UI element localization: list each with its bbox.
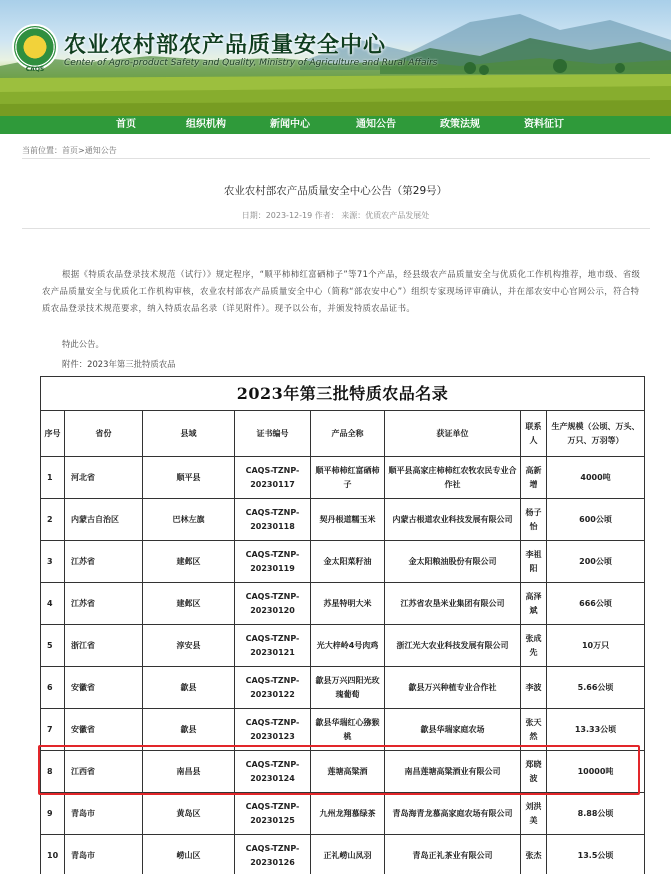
cell-province: 内蒙古自治区 bbox=[65, 499, 143, 541]
header-province: 省份 bbox=[65, 411, 143, 457]
cell-contact: 李祖阳 bbox=[521, 541, 547, 583]
cell-scale: 13.33公顷 bbox=[547, 709, 645, 751]
cell-county: 崂山区 bbox=[143, 835, 235, 874]
cert-prefix: CAQS-TZNP- bbox=[245, 675, 300, 685]
cell-unit: 青岛海青龙慕高家庭农场有限公司 bbox=[385, 793, 521, 835]
header-seq: 序号 bbox=[41, 411, 65, 457]
cell-unit: 歙县万兴种植专业合作社 bbox=[385, 667, 521, 709]
cert-prefix: CAQS-TZNP- bbox=[245, 717, 300, 727]
site-title: 农业农村部农产品质量安全中心 bbox=[64, 32, 387, 58]
cell-province: 安徽省 bbox=[65, 667, 143, 709]
cell-product: 九州龙翔慕绿茶 bbox=[311, 793, 385, 835]
header-unit: 获证单位 bbox=[385, 411, 521, 457]
table-row bbox=[41, 793, 645, 835]
header-contact: 联系人 bbox=[521, 411, 547, 457]
cell-cert-no bbox=[235, 709, 311, 751]
cell-contact: 高泽斌 bbox=[521, 583, 547, 625]
cert-prefix: CAQS-TZNP- bbox=[245, 801, 300, 811]
cert-prefix: CAQS-TZNP- bbox=[245, 507, 300, 517]
nav-item-home[interactable]: 首页 bbox=[116, 119, 136, 130]
cell-county: 建邺区 bbox=[143, 583, 235, 625]
cell-scale: 8.88公顷 bbox=[547, 793, 645, 835]
cell-cert-no bbox=[235, 457, 311, 499]
table-row bbox=[41, 541, 645, 583]
table-row bbox=[41, 583, 645, 625]
article-meta: 日期：2023-12-19 作者： 来源：优质农产品发展处 bbox=[241, 211, 430, 220]
cert-number: 20230122 bbox=[250, 689, 295, 699]
product-list-table bbox=[40, 376, 645, 874]
cell-county: 歙县 bbox=[143, 667, 235, 709]
table-header-row bbox=[41, 411, 645, 457]
article-notice: 特此公告。 bbox=[62, 339, 104, 349]
nav-item-subscriptions[interactable]: 资料征订 bbox=[524, 119, 564, 130]
nav-item-organization[interactable]: 组织机构 bbox=[186, 119, 226, 130]
cell-cert-no bbox=[235, 583, 311, 625]
cell-product: 契丹根道糯玉米 bbox=[311, 499, 385, 541]
header-banner bbox=[0, 0, 671, 116]
cell-county: 南昌县 bbox=[143, 751, 235, 793]
cell-product: 正礼崂山凤羽 bbox=[311, 835, 385, 874]
cell-contact: 李波 bbox=[521, 667, 547, 709]
cell-seq: 9 bbox=[41, 793, 65, 835]
cell-contact: 杨子怡 bbox=[521, 499, 547, 541]
cert-number: 20230119 bbox=[250, 563, 295, 573]
cell-cert-no bbox=[235, 793, 311, 835]
cell-cert-no bbox=[235, 751, 311, 793]
cert-number: 20230125 bbox=[250, 815, 295, 825]
cell-seq: 5 bbox=[41, 625, 65, 667]
nav-item-policies[interactable]: 政策法规 bbox=[440, 119, 480, 130]
cell-seq: 1 bbox=[41, 457, 65, 499]
cell-seq: 4 bbox=[41, 583, 65, 625]
cell-unit: 金太阳粮油股份有限公司 bbox=[385, 541, 521, 583]
cell-county: 黄岛区 bbox=[143, 793, 235, 835]
divider bbox=[22, 158, 650, 159]
caqs-logo-icon[interactable] bbox=[12, 24, 58, 73]
cell-province: 青岛市 bbox=[65, 793, 143, 835]
logo-text: CAQS bbox=[25, 66, 45, 73]
cell-seq: 6 bbox=[41, 667, 65, 709]
cell-seq: 8 bbox=[41, 751, 65, 793]
cell-cert-no bbox=[235, 667, 311, 709]
nav-item-news[interactable]: 新闻中心 bbox=[270, 119, 310, 130]
table-row bbox=[41, 709, 645, 751]
cell-product: 顺平柿柿红富硒柿子 bbox=[311, 457, 385, 499]
cell-scale: 600公顷 bbox=[547, 499, 645, 541]
cell-cert-no bbox=[235, 835, 311, 874]
cell-cert-no bbox=[235, 625, 311, 667]
cell-scale: 13.5公顷 bbox=[547, 835, 645, 874]
cell-product: 歙县华瑞红心猕猴桃 bbox=[311, 709, 385, 751]
cert-number: 20230118 bbox=[250, 521, 295, 531]
cell-unit: 江苏省农垦米业集团有限公司 bbox=[385, 583, 521, 625]
cell-seq: 2 bbox=[41, 499, 65, 541]
cell-contact: 张成先 bbox=[521, 625, 547, 667]
article-paragraph: 根据《特质农品登录技术规范（试行）》规定程序，“顺平柿柿红富硒柿子”等71个产品，经县级农产品质量安全与优质化工作机构推荐，地市级、省级农产品质量安全与优质化工作机构审核，农业农村部农产品质量安全中心（简称“部农安中心”）组织专家现场评审确认，并在部农安中心官网公示，符合特质农品登录技术规范要求，纳入特质农品名录（详见附件）。现予以公布，并颁发特质农品证书。 bbox=[42, 269, 641, 313]
cell-scale: 10000吨 bbox=[547, 751, 645, 793]
article-title: 农业农村部农产品质量安全中心公告（第29号） bbox=[223, 185, 448, 197]
cell-unit: 青岛正礼茶业有限公司 bbox=[385, 835, 521, 874]
cert-number: 20230121 bbox=[250, 647, 295, 657]
header-scale: 生产规模（公顷、万头、万只、万羽等） bbox=[547, 411, 645, 457]
table-row bbox=[41, 667, 645, 709]
cell-product: 苏星特明大米 bbox=[311, 583, 385, 625]
header-county: 县域 bbox=[143, 411, 235, 457]
table-caption-row bbox=[41, 377, 645, 411]
cell-seq: 3 bbox=[41, 541, 65, 583]
cell-seq: 10 bbox=[41, 835, 65, 874]
cell-scale: 666公顷 bbox=[547, 583, 645, 625]
cell-unit: 浙江光大农业科技发展有限公司 bbox=[385, 625, 521, 667]
cell-county: 淳安县 bbox=[143, 625, 235, 667]
cell-province: 江苏省 bbox=[65, 541, 143, 583]
cell-contact: 张天然 bbox=[521, 709, 547, 751]
cell-unit: 南昌莲塘高粱酒业有限公司 bbox=[385, 751, 521, 793]
cell-province: 江西省 bbox=[65, 751, 143, 793]
cell-province: 河北省 bbox=[65, 457, 143, 499]
cell-scale: 4000吨 bbox=[547, 457, 645, 499]
table-row bbox=[41, 457, 645, 499]
cell-product: 莲塘高粱酒 bbox=[311, 751, 385, 793]
cert-prefix: CAQS-TZNP- bbox=[245, 591, 300, 601]
header-cert-no: 证书编号 bbox=[235, 411, 311, 457]
cert-prefix: CAQS-TZNP- bbox=[245, 549, 300, 559]
site-subtitle: Center of Agro-product Safety and Quality, Ministry of Agriculture and Rural Affairs bbox=[64, 58, 438, 68]
cert-number: 20230117 bbox=[250, 479, 295, 489]
cell-unit: 内蒙古根道农业科技发展有限公司 bbox=[385, 499, 521, 541]
cert-prefix: CAQS-TZNP- bbox=[245, 633, 300, 643]
table-row bbox=[41, 499, 645, 541]
cell-county: 巴林左旗 bbox=[143, 499, 235, 541]
meta-divider bbox=[22, 228, 650, 229]
cell-province: 青岛市 bbox=[65, 835, 143, 874]
cell-scale: 200公顷 bbox=[547, 541, 645, 583]
table-row bbox=[41, 751, 645, 793]
table-caption: 2023年第三批特质农品名录 bbox=[41, 377, 645, 411]
cell-unit: 顺平县高家庄柿柿红农牧农民专业合作社 bbox=[385, 457, 521, 499]
cert-prefix: CAQS-TZNP- bbox=[245, 759, 300, 769]
attachment-label[interactable]: 附件：2023年第三批特质农品 bbox=[62, 359, 176, 369]
cell-seq: 7 bbox=[41, 709, 65, 751]
cert-number: 20230126 bbox=[250, 857, 295, 867]
cert-number: 20230124 bbox=[250, 773, 295, 783]
cell-contact: 刘洪美 bbox=[521, 793, 547, 835]
cell-cert-no bbox=[235, 541, 311, 583]
cell-province: 安徽省 bbox=[65, 709, 143, 751]
cell-contact: 张杰 bbox=[521, 835, 547, 874]
cert-number: 20230120 bbox=[250, 605, 295, 615]
cert-prefix: CAQS-TZNP- bbox=[245, 843, 300, 853]
cell-county: 顺平县 bbox=[143, 457, 235, 499]
table-row bbox=[41, 625, 645, 667]
cell-scale: 10万只 bbox=[547, 625, 645, 667]
cell-county: 歙县 bbox=[143, 709, 235, 751]
cell-contact: 高新增 bbox=[521, 457, 547, 499]
cell-contact: 郑晓波 bbox=[521, 751, 547, 793]
cell-province: 浙江省 bbox=[65, 625, 143, 667]
cell-province: 江苏省 bbox=[65, 583, 143, 625]
cell-product: 金太阳菜籽油 bbox=[311, 541, 385, 583]
cell-cert-no bbox=[235, 499, 311, 541]
cell-scale: 5.66公顷 bbox=[547, 667, 645, 709]
header-product: 产品全称 bbox=[311, 411, 385, 457]
table-row bbox=[41, 835, 645, 874]
cert-prefix: CAQS-TZNP- bbox=[245, 465, 300, 475]
nav-item-notices[interactable]: 通知公告 bbox=[356, 119, 396, 130]
cell-product: 光大梓岭4号肉鸡 bbox=[311, 625, 385, 667]
breadcrumb[interactable]: 当前位置：首页>通知公告 bbox=[22, 146, 117, 155]
cell-product: 歙县万兴四阳光玫瑰葡萄 bbox=[311, 667, 385, 709]
cert-number: 20230123 bbox=[250, 731, 295, 741]
cell-county: 建邺区 bbox=[143, 541, 235, 583]
main-nav bbox=[0, 116, 671, 134]
cell-unit: 歙县华瑞家庭农场 bbox=[385, 709, 521, 751]
